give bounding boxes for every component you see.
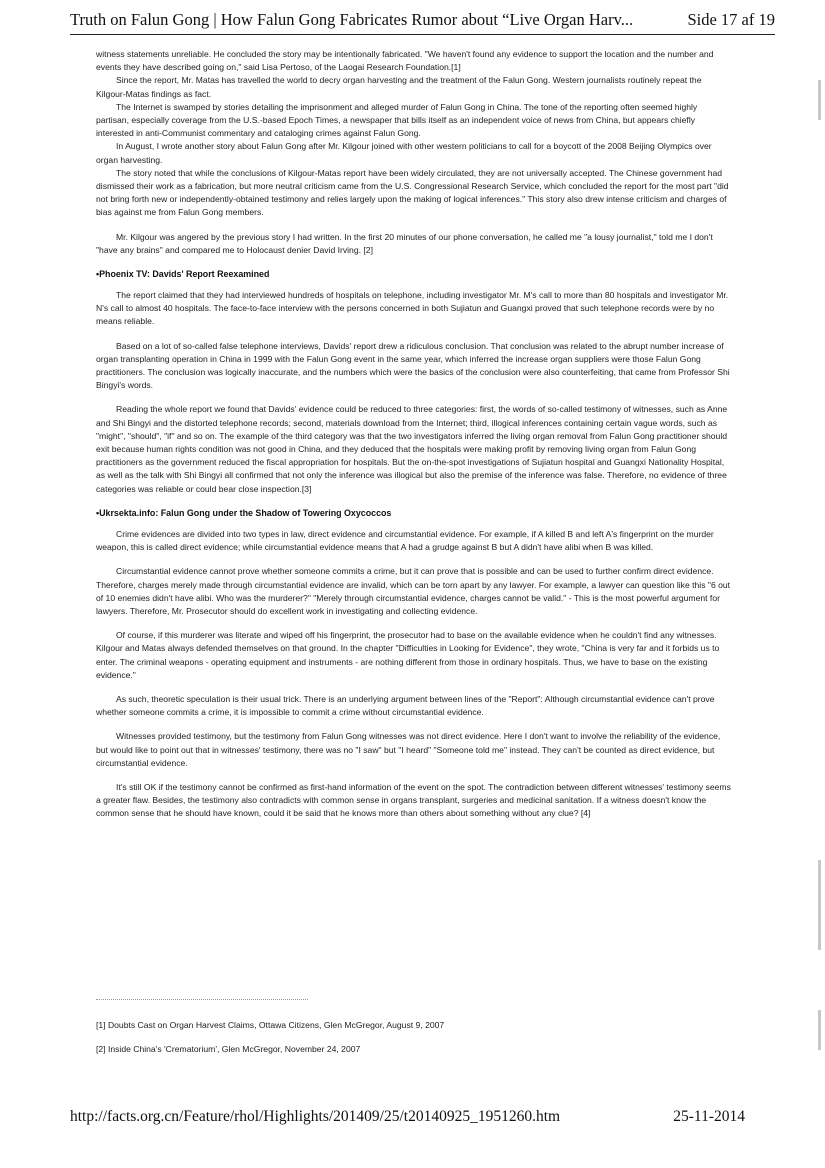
page-header-title: Truth on Falun Gong | How Falun Gong Fabricates Rumor about “Live Organ Harv... — [70, 10, 634, 29]
scan-edge-mark — [818, 860, 821, 950]
paragraph: In August, I wrote another story about Falun Gong after Mr. Kilgour joined with other western politicians to call for a boycott of the 2008 Beijing Olympics over organ harvesting. — [96, 141, 712, 165]
footer-url: http://facts.org.cn/Feature/rhol/Highlights/201409/25/t20140925_1951260.htm — [70, 1108, 561, 1125]
paragraph: Of course, if this murderer was literate and wiped off his fingerprint, the prosecutor had to base on the available evidence when he couldn't find any witnesses. Kilgour and Matas always defended themselves on that ground. In the chapter "Difficulties in Looking for Evidence", they wrote, "China is very far and it forbids us to enter. The criminal weapons - operating equipment and instruments - are nothing different from those in ordinary hospitals. Thus, we have to base on the existing evidence." — [96, 630, 720, 680]
paragraph: Reading the whole report we found that Davids' evidence could be reduced to three categories: first, the words of so-called testimony of witnesses, such as Anne and Shi Bingyi and the distorted telephone records; second, materials download from the Internet; third, illogical inferences containing certain vague words, such as "might", "should", "if" and so on. The example of the third category was that the two investigators inferred the living organ removal from Falun Gong practitioner should exit because human rights condition was not good in China, and they deduced that the hospitals were making profit by removing living organ from Falun Gong practitioners as the government reduced the fiscal appropriation for hospitals. But the on-the-spot investigations of Sujiatun hospital and Guangxi Nationality Hospital, as well as the talk with Shi Bingyi all confirmed that not only the inference was illogical but also the premise of the inference was false. Therefore, no evidence of three categories was reliable or could bear close inspection.[3] — [96, 404, 728, 494]
scan-edge-mark — [818, 1010, 821, 1050]
paragraph: Since the report, Mr. Matas has travelled the world to decry organ harvesting and the treatment of the Falun Gong. Western journalists routinely repeat the Kilgour-Matas findings as fact. — [96, 75, 702, 99]
footnote-separator — [96, 999, 308, 1000]
paragraph: As such, theoretic speculation is their usual trick. There is an underlying argument between lines of the "Report": Although circumstantial evidence can't prove whether someone commits a crime, it is impossible to commit a crime without circumstantial evidence. — [96, 693, 715, 718]
paragraph: witness statements unreliable. He concluded the story may be intentionally fabricated. "We haven't found any evidence to support the location and the number and events they have described going on," said Lisa Pertoso, of the Laogai Research Foundation.[1] — [96, 49, 714, 73]
paragraph: Crime evidences are divided into two types in law, direct evidence and circumstantial evidence. For example, if A killed B and left A's fingerprint on the murder weapon, this is called direct evidence; while circumstantial evidence means that A had a grudge against B but A didn't have alibi when B was killed. — [96, 528, 714, 553]
page-number: Side 17 af 19 — [687, 10, 775, 29]
article-body — [96, 48, 732, 821]
paragraph: The report claimed that they had interviewed hundreds of hospitals on telephone, including investigator Mr. M's call to more than 80 hospitals and investigator Mr. N's call to almost 40 hospitals. The face-to-face interview with the persons concerned in both Sujiatun and Guangxi proved that such telephone records were by no means reliable. — [96, 290, 729, 327]
paragraph: Circumstantial evidence cannot prove whether someone commits a crime, but it can prove that is possible and can be used to further confirm direct evidence. Therefore, charges merely made through circumstantial evidence are invalid, which can be torn apart by any lawyer. For example, a lawyer can question like this "6 out of 10 enemies didn't have alibi. Who was the murderer?" "Merely through circumstantial evidence, charges cannot be valid." - This is the most powerful argument for lawyers. Therefore, Mr. Prosecutor should do excellent work in investigating and collecting evidence. — [96, 566, 731, 616]
section-heading-phoenix-tv: •Phoenix TV: Davids' Report Reexamined — [96, 269, 270, 280]
footnote: [2] Inside China's 'Crematorium', Glen McGregor, November 24, 2007 — [96, 1044, 361, 1054]
footnotes — [96, 1019, 696, 1067]
paragraph: Based on a lot of so-called false telephone interviews, Davids' report drew a ridiculous conclusion. That conclusion was related to the abrupt number increase of organ transplanting operation in China in 1999 with the Falun Gong event in the same year, which inferred the increase organ suppliers were those Falun Gong practitioners. The conclusion was logically inaccurate, and the numbers which were the basics of the conclusion were also counterfeiting, that came from Professor Shi Bingyi's words. — [96, 340, 730, 391]
paragraph: The Internet is swamped by stories detailing the imprisonment and alleged murder of Falun Gong in China. The tone of the reporting often seemed highly partisan, especially coverage from the U.S.-based Epoch Times, a newspaper that bills itself as an independent voice of news from China, but appears chiefly interested in anti-Communist commentary and cataloging crimes against Falun Gong. — [96, 101, 698, 139]
paragraph: It's still OK if the testimony cannot be confirmed as first-hand information of the event on the spot. The contradiction between different witnesses' testimony seems a greater flaw. Besides, the testimony also contradicts with common sense in organs transplant, surgeries and medicinal sanitation. If a witness doesn't know the common sense that he should have known, could it be said that he knows more than others about something without any clue? [4] — [96, 781, 731, 819]
paragraph: The story noted that while the conclusions of Kilgour-Matas report have been widely circulated, they are not universally accepted. The Chinese government had dismissed their work as a fabrication, but more neutral criticism came from the U.S. Congressional Research Service, which concluded the report for the most part "did not bring forth new or independently-obtained testimony and relies largely upon the making of logical inferences." This story also drew intense criticism and charges of bias against me from Falun Gong members. — [96, 167, 729, 218]
section-heading-ukrsekta: •Ukrsekta.info: Falun Gong under the Shadow of Towering Oxycoccos — [96, 507, 392, 518]
footer-date: 25-11-2014 — [673, 1108, 745, 1125]
page-header — [70, 10, 775, 35]
scan-edge-mark — [818, 80, 821, 120]
paragraph: Witnesses provided testimony, but the testimony from Falun Gong witnesses was not direct evidence. Here I don't want to involve the reliability of the evidence, but would like to point out that in witnesses' testimony, there was no "I saw" but "I heard" "Someone told me" instead. They can't be counted as direct evidence, but circumstantial evidence. — [96, 731, 721, 768]
paragraph: Mr. Kilgour was angered by the previous story I had written. In the first 20 minutes of our phone conversation, he called me "a lousy journalist," told me I don't "have any brains" and compared me to Holocaust denier David Irving. [2] — [96, 231, 713, 255]
footnote: [1] Doubts Cast on Organ Harvest Claims, Ottawa Citizens, Glen McGregor, August 9, 2007 — [96, 1020, 445, 1030]
